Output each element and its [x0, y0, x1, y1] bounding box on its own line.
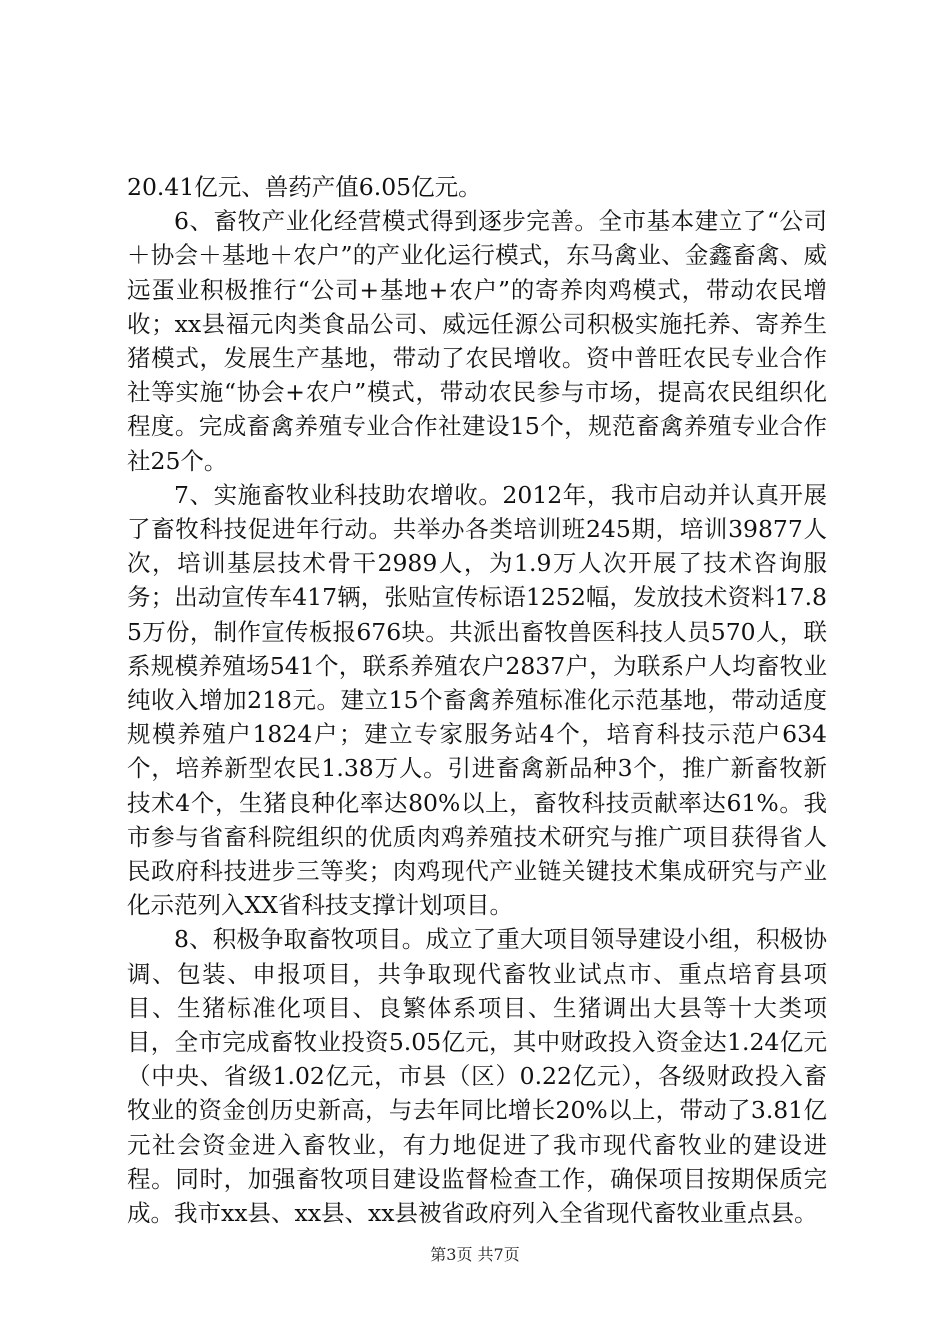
paragraph-item-6: 6、畜牧产业化经营模式得到逐步完善。全市基本建立了“公司＋协会＋基地＋农户”的产业化运行模式，东马禽业、金鑫畜禽、威远蛋业积极推行“公司+基地+农户”的寄养肉鸡模式，带动农民增收；xx县福元肉类食品公司、威远任源公司积极实施托养、寄养生猪模式，发展生产基地，带动了农民增收。资中普旺农民专业合作社等实施“协会+农户”模式，带动农民参与市场，提高农民组织化程度。完成畜禽养殖专业合作社建设15个，规范畜禽养殖专业合作社25个。	[127, 207, 827, 475]
paragraph-continuation: 20.41亿元、兽药产值6.05亿元。	[127, 173, 482, 201]
paragraph-item-7: 7、实施畜牧业科技助农增收。2012年，我市启动并认真开展了畜牧科技促进年行动。共举办各类培训班245期，培训39877人次，培训基层技术骨干2989人，为1.9万人次开展了技术咨询服务；出动宣传车417辆，张贴宣传标语1252幅，发放技术资料17.85万份，制作宣传板报676块。共派出畜牧兽医科技人员570人，联系规模养殖场541个，联系养殖农户2837户，为联系户人均畜牧业纯收入增加218元。建立15个畜禽养殖标准化示范基地，带动适度规模养殖户1824户；建立专家服务站4个，培育科技示范户634个，培养新型农民1.38万人。引进畜禽新品种3个，推广新畜牧新技术4个，生猪良种化率达80%以上，畜牧科技贡献率达61%。我市参与省畜科院组织的优质肉鸡养殖技术研究与推广项目获得省人民政府科技进步三等奖；肉鸡现代产业链关键技术集成研究与产业化示范列入XX省科技支撑计划项目。	[127, 480, 827, 920]
paragraph-item-8: 8、积极争取畜牧项目。成立了重大项目领导建设小组，积极协调、包装、申报项目，共争取现代畜牧业试点市、重点培育县项目、生猪标准化项目、良繁体系项目、生猪调出大县等十大类项目，全市完成畜牧业投资5.05亿元，其中财政投入资金达1.24亿元（中央、省级1.02亿元，市县（区）0.22亿元），各级财政投入畜牧业的资金创历史新高，与去年同比增长20%以上，带动了3.81亿元社会资金进入畜牧业，有力地促进了我市现代畜牧业的建设进程。同时，加强畜牧项目建设监督检查工作，确保项目按期保质完成。我市xx县、xx县、xx县被省政府列入全省现代畜牧业重点县。	[127, 925, 827, 1228]
document-body	[127, 170, 827, 1230]
page-footer: 第3页 共7页	[430, 1245, 520, 1264]
